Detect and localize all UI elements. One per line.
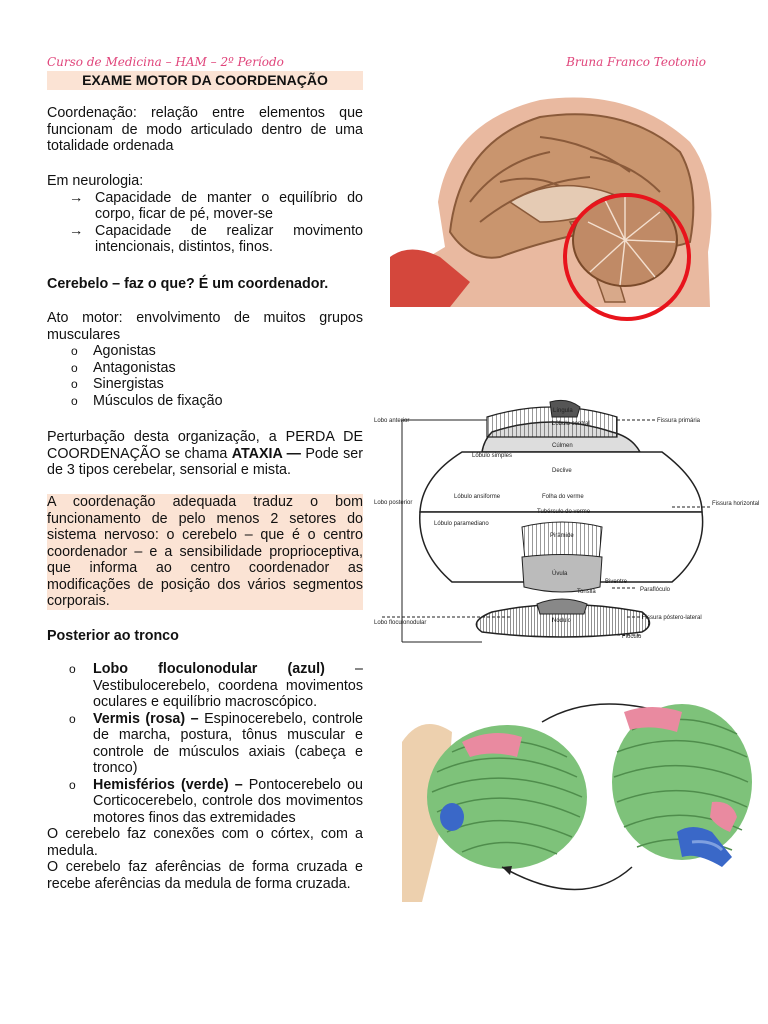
bullet-icon: o (71, 377, 78, 391)
posterior-heading: Posterior ao tronco (47, 628, 179, 644)
cerebellum-3d-image (392, 682, 750, 907)
page-title: EXAME MOTOR DA COORDENAÇÃO (47, 71, 363, 90)
label-tonsila: Tonsila (577, 589, 596, 595)
neuro-item (47, 223, 363, 256)
label-fissura-postero-lateral: Fissura póstero-lateral (642, 615, 702, 621)
neuro-item-text: Capacidade de manter o equilíbrio do corpo, ficar de pé, mover-se (95, 189, 363, 222)
neuro-item-text: Capacidade de realizar movimento intencionais, distintos, finos. (95, 222, 363, 255)
list-item: o Músculos de fixação (71, 392, 223, 409)
label-declive: Declive (552, 468, 572, 474)
label-biventre: Biventre (605, 579, 628, 585)
arrow-icon: → (69, 189, 84, 206)
arrow-icon: → (69, 222, 84, 239)
label-lobulo-ansiforme: Lóbulo ansiforme (454, 494, 501, 500)
label-culmen: Cúlmen (552, 443, 573, 449)
label-lobo-floculonodular: Lobo floculonodular (374, 620, 427, 626)
lobes-list (47, 661, 363, 892)
bullet-icon: o (71, 344, 78, 358)
label-floculo: Flóculo (622, 634, 642, 640)
ato-motor-section (47, 310, 363, 409)
label-uvula: Úvula (552, 571, 568, 577)
label-lobulo-central: Lóbulo central (552, 421, 590, 427)
label-lobulo-simples: Lóbulo simples (472, 453, 513, 459)
list-item: o Sinergistas (71, 376, 164, 392)
ataxia-term: ATAXIA — (231, 445, 301, 462)
neuro-section (47, 173, 363, 256)
list-item: o Antagonistas (71, 359, 176, 376)
bullet-icon: o (69, 662, 76, 676)
label-folha-verme: Folha do verme (542, 494, 584, 500)
label-fissura-horizontal: Fissura horizontal (712, 501, 760, 507)
bullet-icon: o (71, 393, 78, 408)
label-nodulo: Nódulo (552, 618, 572, 624)
list-item: o Agonistas (71, 343, 156, 359)
list-item: o Vermis (rosa) – Espinocerebelo, controle de marcha, postura, tônus muscular e controle de músculos axiais (cabeça e tronco) (69, 710, 363, 776)
header-author: Bruna Franco Teotonio (566, 55, 706, 69)
bullet-icon: o (69, 711, 76, 726)
cerebelo-heading: Cerebelo – faz o que? É um coordenador. (47, 276, 329, 292)
ataxia-paragraph: Perturbação desta organização, a PERDA DE COORDENAÇÃO se chama ATAXIA — Pode ser de 3 tipos cerebelar, sensorial e mista. (47, 429, 363, 478)
ato-motor-lead: Ato motor: envolvimento de muitos grupos musculares (47, 310, 363, 343)
list-item: o Lobo floculonodular (azul) – Vestibulocerebelo, coordena movimentos oculares e equilíbrio macroscópico. (69, 661, 363, 710)
label-lobo-anterior: Lobo anterior (374, 418, 410, 424)
closing-1: O cerebelo faz conexões com o córtex, com a medula. (47, 826, 363, 859)
label-piramide: Pirâmide (550, 533, 574, 539)
label-fissura-primaria: Fissura primária (657, 418, 701, 424)
bullet-icon: o (71, 360, 78, 375)
label-paraflocculo: Paraflóculo (640, 587, 671, 593)
cerebellum-diagram (372, 392, 760, 644)
label-lobo-posterior: Lobo posterior (374, 500, 413, 506)
list-item: o Hemisférios (verde) – Pontocerebelo ou Corticocerebelo, controle dos movimentos motores finos das extremidades (69, 776, 363, 826)
brain-sagittal-image (390, 82, 720, 307)
header-course: Curso de Medicina – HAM – 2º Período (47, 55, 284, 69)
bullet-icon: o (69, 777, 76, 792)
label-tuberculo-verme: Tubérculo do verme (537, 509, 591, 515)
neuro-lead: Em neurologia: (47, 173, 144, 189)
neuro-item (47, 190, 363, 223)
highlight-paragraph: A coordenação adequada traduz o bom funcionamento de pelo menos 2 setores do sistema nervoso: o cerebelo – que é o centro coordenador – e a sensibilidade proprioceptiva, que informa ao centro coordenador as modificações de posição dos vários segmentos corporais. (47, 494, 363, 609)
intro-paragraph: Coordenação: relação entre elementos que funcionam de modo articulado dentro de uma totalidade ordenada (47, 105, 363, 154)
label-lingula: Língula (553, 408, 573, 414)
closing-2: O cerebelo faz aferências de forma cruzada e recebe aferências da medula de forma cruzada. (47, 859, 363, 892)
label-lobulo-paramediano: Lóbulo paramediano (434, 521, 489, 527)
